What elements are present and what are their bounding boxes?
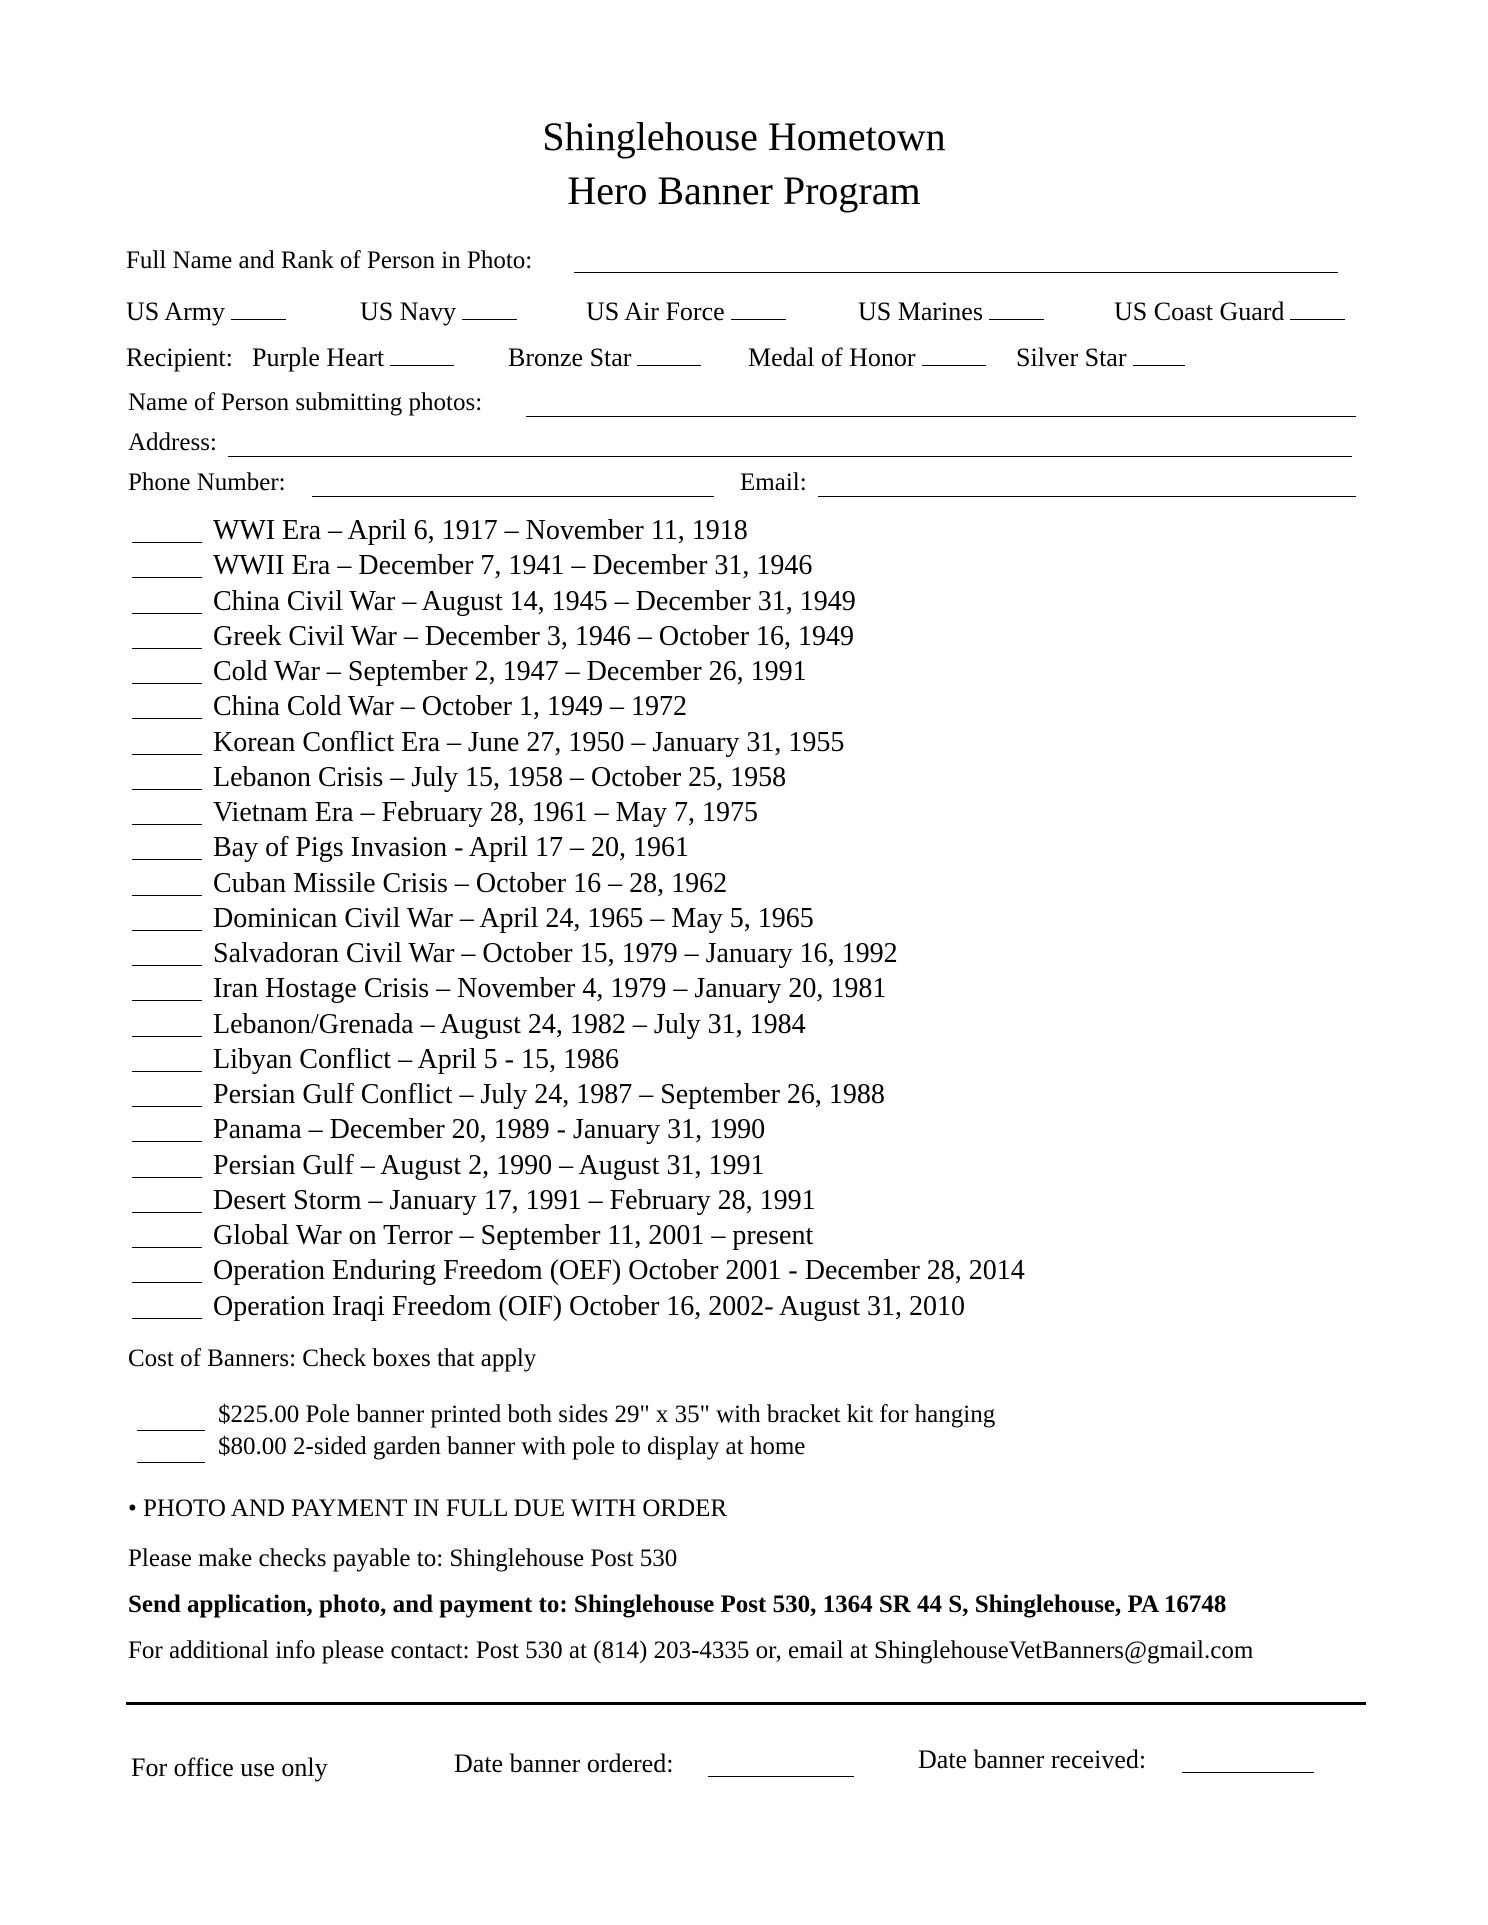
- cost-option-blank-1[interactable]: [137, 1430, 205, 1431]
- date-ordered-label: Date banner ordered:: [454, 1749, 674, 1778]
- branch-marines-label: US Marines: [858, 297, 983, 326]
- branch-army-label: US Army: [126, 297, 225, 326]
- era-item: Operation Iraqi Freedom (OIF) October 16, 2002- August 31, 2010: [213, 1290, 965, 1322]
- email-field[interactable]: [818, 496, 1356, 497]
- send-to-note: Send application, photo, and payment to: Shinglehouse Post 530, 1364 SR 44 S, Shinglehouse, PA 16748: [128, 1591, 1227, 1618]
- payment-due-note: • PHOTO AND PAYMENT IN FULL DUE WITH ORDER: [128, 1495, 728, 1522]
- era-blank[interactable]: [132, 1036, 202, 1037]
- era-blank[interactable]: [132, 895, 202, 896]
- cost-heading: Cost of Banners: Check boxes that apply: [128, 1345, 537, 1372]
- era-blank[interactable]: [132, 1000, 202, 1001]
- branch-army: [126, 296, 286, 328]
- email-label: Email:: [740, 469, 807, 496]
- branch-navy-label: US Navy: [360, 297, 457, 326]
- branch-coast-guard-label: US Coast Guard: [1114, 297, 1285, 326]
- era-item: China Civil War – August 14, 1945 – December 31, 1949: [213, 585, 856, 617]
- award-silver-star-label: Silver Star: [1016, 343, 1127, 372]
- era-blank[interactable]: [132, 1282, 202, 1283]
- branch-navy: [360, 296, 517, 328]
- award-silver-star-blank[interactable]: [1133, 343, 1185, 366]
- era-blank[interactable]: [132, 754, 202, 755]
- branch-marines-blank[interactable]: [989, 297, 1044, 320]
- page-title-line-1: Shinglehouse Hometown: [542, 114, 946, 159]
- era-blank[interactable]: [132, 718, 202, 719]
- era-item: Korean Conflict Era – June 27, 1950 – January 31, 1955: [213, 726, 845, 758]
- award-bronze-star-blank[interactable]: [637, 343, 701, 366]
- era-item: WWI Era – April 6, 1917 – November 11, 1918: [213, 515, 748, 546]
- award-medal-of-honor-blank[interactable]: [922, 343, 986, 366]
- era-blank[interactable]: [132, 1177, 202, 1178]
- era-blank[interactable]: [132, 1071, 202, 1072]
- era-blank[interactable]: [132, 1106, 202, 1107]
- era-item: China Cold War – October 1, 1949 – 1972: [213, 691, 687, 723]
- era-item: Greek Civil War – December 3, 1946 – October 16, 1949: [213, 620, 855, 652]
- divider: [126, 1702, 1366, 1705]
- branch-army-blank[interactable]: [231, 297, 286, 320]
- award-purple-heart: [252, 342, 454, 374]
- era-item: Operation Enduring Freedom (OEF) October 2001 - December 28, 2014: [213, 1255, 1025, 1287]
- era-blank[interactable]: [132, 648, 202, 649]
- cost-option-blank-2[interactable]: [137, 1462, 205, 1463]
- address-field[interactable]: [228, 456, 1352, 457]
- cost-option-2: $80.00 2-sided garden banner with pole to display at home: [218, 1433, 806, 1460]
- contact-note: For additional info please contact: Post 530 at (814) 203-4335 or, email at ShinglehouseVetBanners@gmail.com: [128, 1637, 1254, 1664]
- branch-marines: [858, 296, 1044, 328]
- award-bronze-star: [508, 342, 701, 374]
- era-item: Libyan Conflict – April 5 - 15, 1986: [213, 1043, 619, 1075]
- date-ordered-field[interactable]: [708, 1776, 854, 1777]
- era-blank[interactable]: [132, 1141, 202, 1142]
- era-item: Persian Gulf Conflict – July 24, 1987 – September 26, 1988: [213, 1079, 885, 1110]
- era-item: Desert Storm – January 17, 1991 – February 28, 1991: [213, 1184, 816, 1216]
- branch-coast-guard: [1114, 296, 1345, 328]
- branch-air-force: [586, 296, 786, 328]
- award-purple-heart-label: Purple Heart: [252, 343, 385, 372]
- era-blank[interactable]: [132, 613, 202, 614]
- award-medal-of-honor: [748, 342, 986, 374]
- era-blank[interactable]: [132, 789, 202, 790]
- era-item: Cold War – September 2, 1947 – December 26, 1991: [213, 656, 807, 687]
- era-blank[interactable]: [132, 965, 202, 966]
- era-item: Panama – December 20, 1989 - January 31, 1990: [213, 1114, 766, 1146]
- page-title-line-2: Hero Banner Program: [567, 168, 921, 213]
- award-medal-of-honor-label: Medal of Honor: [748, 343, 916, 372]
- award-silver-star: [1016, 342, 1185, 374]
- date-received-label: Date banner received:: [918, 1745, 1147, 1774]
- era-blank[interactable]: [132, 577, 202, 578]
- submitter-label: Name of Person submitting photos:: [128, 389, 483, 416]
- era-item: Iran Hostage Crisis – November 4, 1979 – January 20, 1981: [213, 973, 887, 1005]
- branch-air-force-label: US Air Force: [586, 297, 725, 326]
- branch-coast-guard-blank[interactable]: [1290, 297, 1345, 320]
- era-item: Bay of Pigs Invasion - April 17 – 20, 1961: [213, 832, 689, 864]
- era-item: Vietnam Era – February 28, 1961 – May 7, 1975: [213, 797, 758, 828]
- address-label: Address:: [128, 429, 217, 456]
- phone-field[interactable]: [312, 496, 714, 497]
- era-blank[interactable]: [132, 824, 202, 825]
- branch-navy-blank[interactable]: [462, 297, 517, 320]
- office-use-label: For office use only: [131, 1753, 328, 1782]
- era-blank[interactable]: [132, 1247, 202, 1248]
- era-blank[interactable]: [132, 859, 202, 860]
- submitter-field[interactable]: [526, 416, 1356, 417]
- branch-air-force-blank[interactable]: [731, 297, 786, 320]
- era-item: Lebanon Crisis – July 15, 1958 – October 25, 1958: [213, 761, 787, 793]
- full-name-label: Full Name and Rank of Person in Photo:: [126, 247, 533, 274]
- date-received-field[interactable]: [1182, 1772, 1314, 1773]
- era-blank[interactable]: [132, 930, 202, 931]
- full-name-field[interactable]: [574, 272, 1338, 273]
- era-blank[interactable]: [132, 1212, 202, 1213]
- era-item: Persian Gulf – August 2, 1990 – August 31, 1991: [213, 1149, 765, 1181]
- era-item: Global War on Terror – September 11, 2001 – present: [213, 1220, 814, 1251]
- era-blank[interactable]: [132, 1318, 202, 1319]
- era-blank[interactable]: [132, 542, 202, 543]
- cost-option-1: $225.00 Pole banner printed both sides 29" x 35" with bracket kit for hanging: [218, 1401, 996, 1428]
- era-item: Lebanon/Grenada – August 24, 1982 – July 31, 1984: [213, 1008, 806, 1040]
- era-item: Cuban Missile Crisis – October 16 – 28, 1962: [213, 867, 728, 899]
- phone-label: Phone Number:: [128, 469, 286, 496]
- era-item: WWII Era – December 7, 1941 – December 31, 1946: [213, 550, 813, 582]
- era-item: Dominican Civil War – April 24, 1965 – May 5, 1965: [213, 902, 814, 934]
- checks-payable-note: Please make checks payable to: Shinglehouse Post 530: [128, 1545, 678, 1572]
- era-blank[interactable]: [132, 683, 202, 684]
- award-purple-heart-blank[interactable]: [390, 343, 454, 366]
- recipient-label: Recipient:: [126, 343, 233, 372]
- era-item: Salvadoran Civil War – October 15, 1979 – January 16, 1992: [213, 938, 898, 969]
- award-bronze-star-label: Bronze Star: [508, 343, 632, 372]
